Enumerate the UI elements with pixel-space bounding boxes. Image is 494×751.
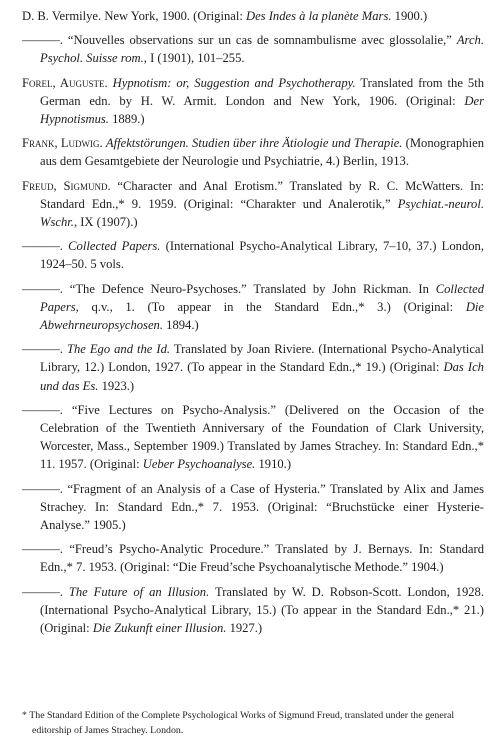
footnote: * The Standard Edition of the Complete Psychological Works of Sigmund Freud, translated under the general editorship of James Strachey. London. — [22, 710, 455, 736]
bibliography-entry: ———. Collected Papers. (International Psycho-Analytical Library, 7–10, 37.) London, 1924–50. 5 vols. — [22, 239, 485, 272]
bibliography-entry: ———. “Five Lectures on Psycho-Analysis.” (Delivered on the Occasion of the Celebration of the Twentieth Anniversary of the Foundation of Clark University, Worcester, Mass., September 1909.) Translated by James Strachey. In: Standard Edn.,* 11. 1957. (Original: Ueber Psychoanalyse. 1910.) — [22, 402, 484, 472]
bibliography-entry: Forel, Auguste. Hypnotism: or, Suggestion and Psychotherapy. Translated from the 5th German edn. by H. W. Armit. London and New York, 1906. (Original: Der Hypnotismus. 1889.) — [22, 75, 484, 127]
bibliography-entry: ———. The Future of an Illusion. Translated by W. D. Robson-Scott. London, 1928. (International Psycho-Analytical Library, 15.) (To appear in the Standard Edn.,* 21.) (Original: Die Zukunft einer Illusion. 1927.) — [22, 584, 485, 636]
bibliography-entries — [22, 7, 484, 643]
bibliography-entry: Frank, Ludwig. Affektstörungen. Studien über ihre Ätiologie und Therapie. (Monographien aus dem Gesamtgebiete der Neurologie und Psychiatrie, 4.) Berlin, 1913. — [22, 136, 484, 169]
bibliography-entry: ———. “Freud’s Psycho-Analytic Procedure.” Translated by J. Bernays. In: Standard Edn.,* 7. 1953. (Original: “Die Freud’sche Psychoanalytische Methode.” 1904.) — [22, 542, 484, 575]
bibliography-entry: ———. “The Defence Neuro-Psychoses.” Translated by John Rickman. In Collected Papers, q.v., 1. (To appear in the Standard Edn.,* 3.) (Original: Die Abwehrneuropsychosen. 1894.) — [22, 281, 484, 333]
bibliography-entry: ———. “Nouvelles observations sur un cas de somnambulisme avec glossolalie,” Arch. Psychol. Suisse rom., I (1901), 101–255. — [22, 33, 484, 66]
bibliography-entry: D. B. Vermilye. New York, 1900. (Original: Des Indes à la planète Mars. 1900.) — [22, 9, 428, 23]
bibliography-entry: ———. The Ego and the Id. Translated by Joan Riviere. (International Psycho-Analytical Library, 12.) London, 1927. (To appear in the Standard Edn.,* 19.) (Original: Das Ich und das Es. 1923.) — [22, 342, 484, 393]
bibliography-entry: Freud, Sigmund. “Character and Anal Erotism.” Translated by R. C. McWatters. In: Standard Edn.,* 9. 1959. (Original: “Charakter und Analerotik,” Psychiat.-neurol. Wschr., IX (1907).) — [22, 178, 484, 230]
bibliography-entry: ———. “Fragment of an Analysis of a Case of Hysteria.” Translated by Alix and James Strachey. In: Standard Edn.,* 7. 1953. (Original: “Bruchstücke einer Hysterie-Analyse.” 1905.) — [22, 481, 484, 533]
